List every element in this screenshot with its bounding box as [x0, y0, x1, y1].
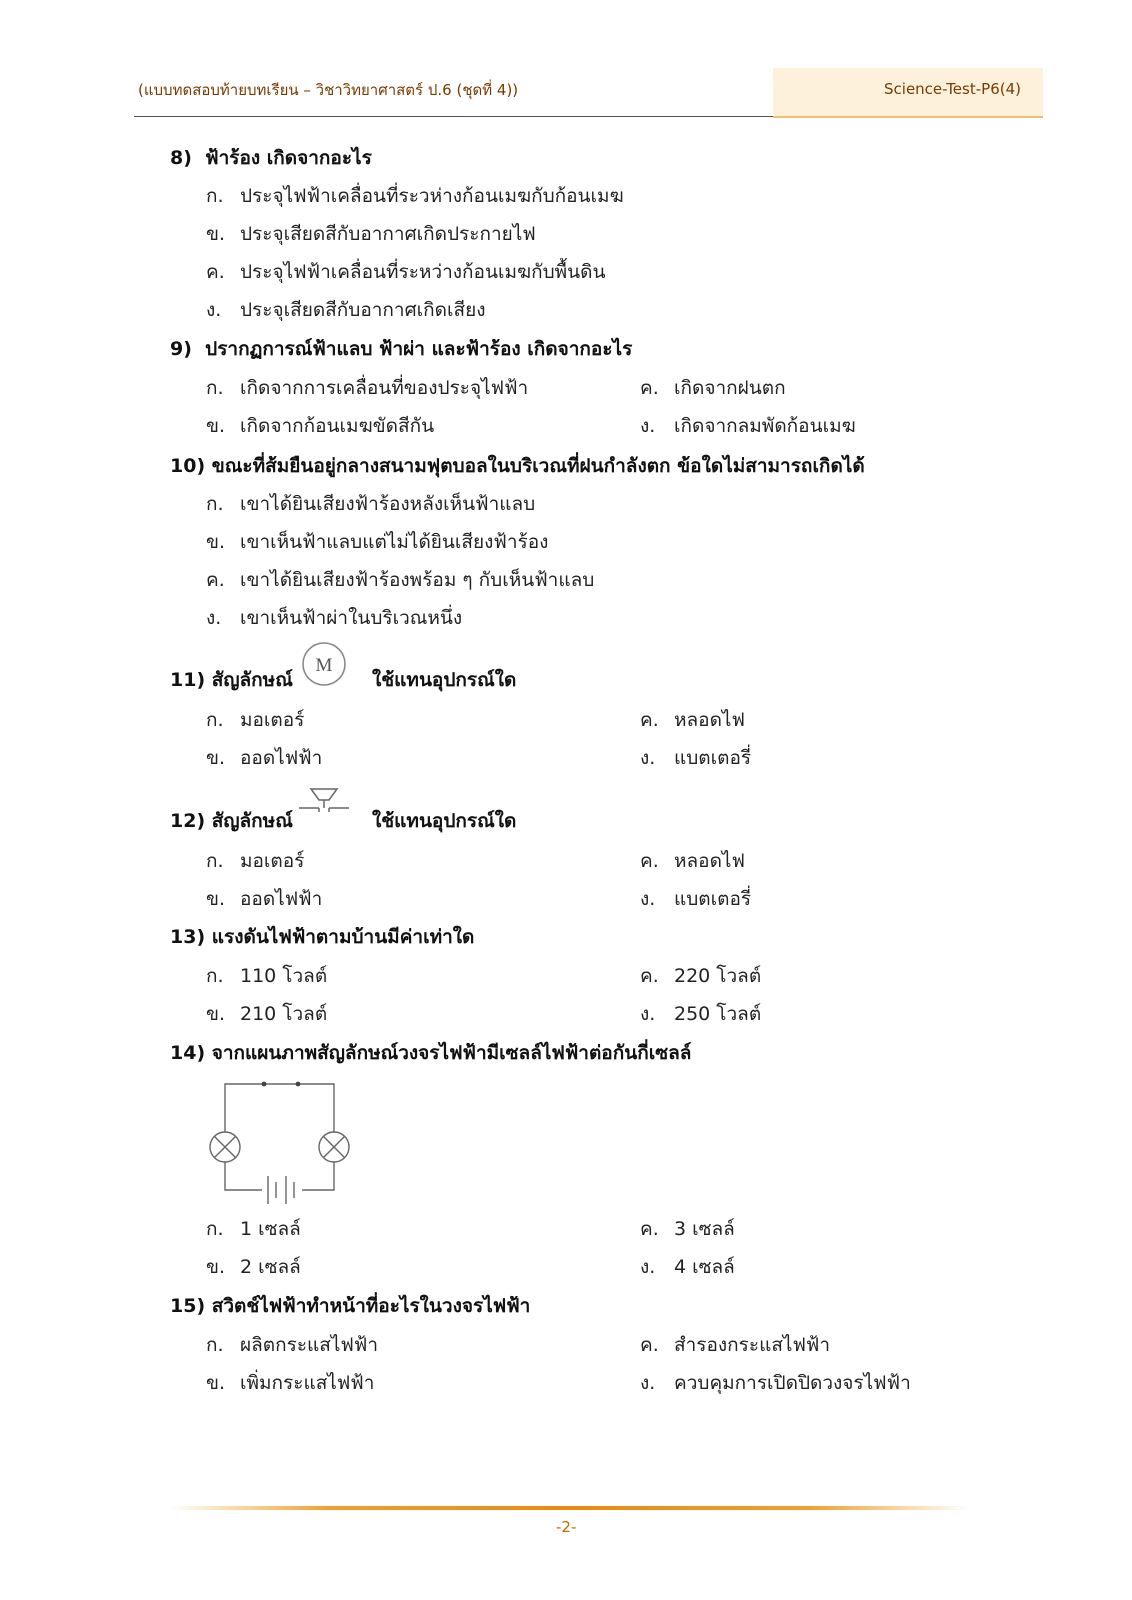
- question-number: 10): [170, 455, 206, 477]
- option-text: ประจุเสียดสีกับอากาศเกิดเสียง: [240, 299, 486, 321]
- option: [206, 565, 594, 595]
- option-key: ก.: [206, 850, 224, 872]
- question-14: [170, 1038, 691, 1068]
- option: [206, 1252, 301, 1282]
- question-number: 8): [170, 147, 192, 169]
- header-left-title: (แบบทดสอบท้ายบทเรียน – วิชาวิทยาศาสตร์ ป.6 (ชุดที่ 4)): [138, 81, 519, 99]
- question-10: [170, 451, 865, 481]
- option-key: ง.: [206, 299, 222, 321]
- option-key: ข.: [206, 415, 226, 437]
- question-12-suffix: [372, 806, 516, 836]
- question-text-before: สัญลักษณ์: [211, 669, 293, 691]
- option-key: ค.: [206, 569, 225, 591]
- option: [640, 373, 786, 403]
- option: [206, 257, 605, 287]
- option-text: หลอดไฟ: [674, 709, 745, 731]
- motor-symbol-letter: M: [315, 655, 333, 676]
- option-key: ก.: [206, 709, 224, 731]
- option: [206, 219, 536, 249]
- option: [206, 846, 304, 876]
- option-key: ค.: [640, 965, 659, 987]
- footer-divider: [170, 1506, 970, 1510]
- header-divider: [134, 116, 774, 117]
- option: [640, 1330, 830, 1360]
- question-number: 11): [170, 669, 206, 691]
- option: [206, 705, 304, 735]
- option: [640, 1214, 735, 1244]
- option: [640, 743, 751, 773]
- option-key: ข.: [206, 223, 226, 245]
- option: [206, 1368, 374, 1398]
- option-text: 3 เซลล์: [674, 1218, 735, 1240]
- option-text: 1 เซลล์: [240, 1218, 301, 1240]
- option-text: เขาได้ยินเสียงฟ้าร้องหลังเห็นฟ้าแลบ: [240, 493, 536, 515]
- option: [640, 846, 745, 876]
- option-key: ข.: [206, 531, 226, 553]
- question-12: [170, 806, 293, 836]
- option-key: ข.: [206, 1256, 226, 1278]
- option-text: 110 โวลต์: [240, 965, 328, 987]
- option-text: เกิดจากการเคลื่อนที่ของประจุไฟฟ้า: [240, 377, 529, 399]
- option-key: ค.: [640, 850, 659, 872]
- question-number: 15): [170, 1295, 206, 1317]
- option-text: ประจุไฟฟ้าเคลื่อนที่ระหว่างก้อนเมฆกับพื้นดิน: [240, 261, 606, 283]
- option-text: ผลิตกระแสไฟฟ้า: [240, 1334, 379, 1356]
- question-8: [170, 143, 372, 173]
- option-key: ง.: [640, 888, 656, 910]
- option-key: ข.: [206, 1003, 226, 1025]
- option-text: 220 โวลต์: [674, 965, 762, 987]
- option-key: ก.: [206, 1334, 224, 1356]
- option: [206, 411, 434, 441]
- option-text: มอเตอร์: [240, 709, 305, 731]
- option-key: ก.: [206, 493, 224, 515]
- option: [206, 1214, 301, 1244]
- option-key: ก.: [206, 965, 224, 987]
- option: [640, 411, 856, 441]
- question-text-after: ใช้แทนอุปกรณ์ใด: [372, 669, 517, 691]
- option-text: สำรองกระแสไฟฟ้า: [674, 1334, 831, 1356]
- option-key: ง.: [640, 415, 656, 437]
- header-right-box: [773, 68, 1043, 116]
- buzzer-symbol-icon: [297, 786, 351, 816]
- option: [206, 295, 485, 325]
- question-11: [170, 665, 293, 695]
- option-key: ง.: [640, 1003, 656, 1025]
- option-text: มอเตอร์: [240, 850, 305, 872]
- question-13: [170, 922, 474, 952]
- option-text: ประจุเสียดสีกับอากาศเกิดประกายไฟ: [240, 223, 536, 245]
- option-key: ค.: [640, 1218, 659, 1240]
- option-key: ก.: [206, 185, 224, 207]
- question-text-before: สัญลักษณ์: [211, 810, 293, 832]
- option-key: ค.: [640, 1334, 659, 1356]
- question-number: 12): [170, 810, 206, 832]
- option-text: ประจุไฟฟ้าเคลื่อนที่ระวห่างก้อนเมฆกับก้อนเมฆ: [240, 185, 624, 207]
- option-text: 2 เซลล์: [240, 1256, 301, 1278]
- option: [640, 999, 761, 1029]
- question-text: ปรากฏการณ์ฟ้าแลบ ฟ้าผ่า และฟ้าร้อง เกิดจากอะไร: [205, 338, 633, 360]
- option-key: ค.: [640, 377, 659, 399]
- question-text-after: ใช้แทนอุปกรณ์ใด: [372, 810, 517, 832]
- question-text: ขณะที่ส้มยืนอยู่กลางสนามฟุตบอลในบริเวณที่ฝนกำลังตก ข้อใดไม่สามารถเกิดได้: [211, 455, 865, 477]
- option: [640, 961, 761, 991]
- option: [206, 527, 548, 557]
- option: [206, 603, 462, 633]
- option-text: เกิดจากลมพัดก้อนเมฆ: [674, 415, 856, 437]
- option: [206, 743, 322, 773]
- option: [206, 1330, 378, 1360]
- option: [640, 1368, 911, 1398]
- option-text: แบตเตอรี่: [674, 888, 752, 910]
- option-text: ออดไฟฟ้า: [240, 747, 323, 769]
- option-text: เขาเห็นฟ้าแลบแต่ไม่ได้ยินเสียงฟ้าร้อง: [240, 531, 549, 553]
- option: [206, 884, 322, 914]
- option: [206, 999, 327, 1029]
- option: [206, 489, 535, 519]
- option: [640, 884, 751, 914]
- option: [206, 961, 327, 991]
- option-text: ออดไฟฟ้า: [240, 888, 323, 910]
- question-number: 14): [170, 1042, 206, 1064]
- header-right-code: Science-Test-P6(4): [884, 80, 1021, 98]
- option-key: ข.: [206, 747, 226, 769]
- question-15: [170, 1291, 530, 1321]
- option-text: ควบคุมการเปิดปิดวงจรไฟฟ้า: [674, 1372, 911, 1394]
- motor-symbol-icon: [300, 640, 348, 688]
- option-key: ก.: [206, 377, 224, 399]
- question-number: 9): [170, 338, 192, 360]
- option-key: ข.: [206, 888, 226, 910]
- option: [206, 373, 528, 403]
- option-text: เกิดจากฝนตก: [674, 377, 786, 399]
- option-key: ง.: [640, 1372, 656, 1394]
- option: [640, 705, 745, 735]
- option-text: 4 เซลล์: [674, 1256, 735, 1278]
- header-divider-accent: [773, 116, 1043, 118]
- question-text: ฟ้าร้อง เกิดจากอะไร: [205, 147, 372, 169]
- option-key: ก.: [206, 1218, 224, 1240]
- question-9: [170, 334, 632, 364]
- circuit-diagram: [200, 1072, 370, 1212]
- option-text: หลอดไฟ: [674, 850, 745, 872]
- option-key: ค.: [640, 709, 659, 731]
- option-text: เขาเห็นฟ้าผ่าในบริเวณหนึ่ง: [240, 607, 463, 629]
- question-text: สวิตช์ไฟฟ้าทำหน้าที่อะไรในวงจรไฟฟ้า: [211, 1295, 531, 1317]
- question-text: จากแผนภาพสัญลักษณ์วงจรไฟฟ้ามีเซลล์ไฟฟ้าต่อกันกี่เซลล์: [211, 1042, 692, 1064]
- option: [206, 181, 624, 211]
- option: [640, 1252, 735, 1282]
- option-key: ข.: [206, 1372, 226, 1394]
- option-text: แบตเตอรี่: [674, 747, 752, 769]
- question-text: แรงดันไฟฟ้าตามบ้านมีค่าเท่าใด: [211, 926, 475, 948]
- page-number: -2-: [556, 1518, 577, 1536]
- option-text: เกิดจากก้อนเมฆขัดสีกัน: [240, 415, 435, 437]
- option-text: เขาได้ยินเสียงฟ้าร้องพร้อม ๆ กับเห็นฟ้าแลบ: [240, 569, 595, 591]
- option-text: 210 โวลต์: [240, 1003, 328, 1025]
- option-key: ง.: [206, 607, 222, 629]
- option-key: ง.: [640, 1256, 656, 1278]
- question-11-suffix: [372, 665, 516, 695]
- option-text: เพิ่มกระแสไฟฟ้า: [240, 1372, 375, 1394]
- question-number: 13): [170, 926, 206, 948]
- option-key: ง.: [640, 747, 656, 769]
- option-text: 250 โวลต์: [674, 1003, 762, 1025]
- option-key: ค.: [206, 261, 225, 283]
